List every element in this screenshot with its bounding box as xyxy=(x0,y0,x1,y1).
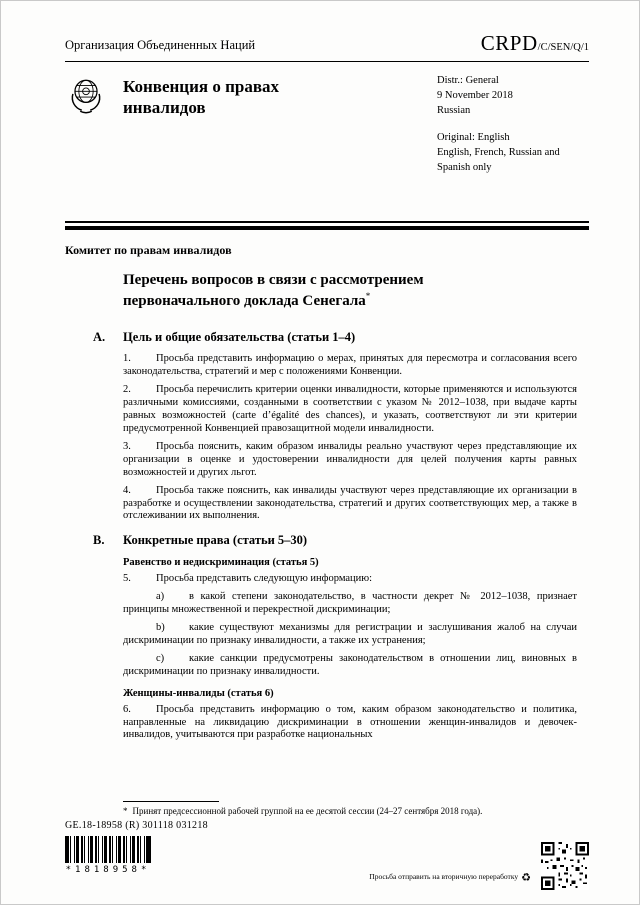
convention-title: Конвенция о правах инвалидов xyxy=(123,77,280,118)
sub-paragraph: a) в какой степени законодательство, в частности декрет № 2012–1038, признает принципы множественной и перекрестной дискриминации; xyxy=(123,591,577,616)
footnote-mark: * xyxy=(123,806,128,817)
date-line: 9 November 2018 xyxy=(437,89,513,101)
recycle-notice xyxy=(369,871,531,884)
document-title xyxy=(123,271,577,311)
section-label: A. xyxy=(93,330,106,345)
article-subheading: Женщины-инвалиды (статья 6) xyxy=(123,687,274,699)
footnote xyxy=(123,806,577,818)
languages-note: English, French, Russian and Spanish only xyxy=(437,146,560,173)
barcode xyxy=(65,836,151,875)
paragraph: 4. Просьба также пояснить, как инвалиды участвуют через представляющие их организации в разработке и осуществлении законодательства, стратегий и других соответствующих мер, а также в отслеживании их выполнения. xyxy=(123,484,577,522)
sub-paragraph-letter: a) xyxy=(156,591,165,603)
title-block xyxy=(65,74,589,175)
paragraph: 2. Просьба перечислить критерии оценки инвалидности, которые применяются и используются различными комиссиями, созданными в соответствии с указом № 2012–1038, при выдаче карты равных возможностей (carte d’égalité des chances), и указать, соответствуют ли эти критерии предусмотренной Конвенцией правозащитной модели инвалидности. xyxy=(123,384,577,434)
sub-paragraph: b) какие существуют механизмы для регистрации и заслушивания жалоб на случаи дискриминации по признаку инвалидности, а также их устранения; xyxy=(123,622,577,646)
divider-rule-thick xyxy=(65,226,589,230)
paragraph-number: 3. xyxy=(123,440,131,452)
organization-name: Организация Объединенных Наций xyxy=(65,38,256,52)
section xyxy=(93,330,577,523)
section-heading xyxy=(93,330,577,345)
committee-name: Комитет по правам инвалидов xyxy=(65,243,232,258)
section-heading xyxy=(93,533,577,548)
original-language-line: Original: English xyxy=(437,131,510,143)
paragraph-number: 2. xyxy=(123,384,131,396)
spacer xyxy=(437,119,589,131)
masthead-row xyxy=(65,31,589,62)
footnote-reference-mark: * xyxy=(365,290,371,301)
divider-rule-thin xyxy=(65,221,589,223)
un-emblem-icon xyxy=(65,74,109,175)
sub-paragraph: c) какие санкции предусмотрены законодательством в отношении лиц, виновных в дискриминации по признаку инвалидности. xyxy=(123,652,577,677)
section-label: B. xyxy=(93,533,105,548)
footnote-separator xyxy=(123,801,219,802)
sub-paragraph-letter: b) xyxy=(156,622,165,634)
document-symbol-suffix: /C/SEN/Q/1 xyxy=(537,42,589,53)
section-heading-text: Цель и общие обязательства (статьи 1–4) xyxy=(123,330,356,345)
recycle-text: Просьба отправить на вторичную переработку xyxy=(369,872,519,881)
barcode-bars-icon xyxy=(65,836,151,863)
paragraph: 3. Просьба пояснить, каким образом инвалиды реально участвуют через представляющие их организации в оценке и удостоверении инвалидности для целей получения карты равных возможностей и других льгот. xyxy=(123,440,577,478)
footnote-text: Принят предсессионной рабочей группой на ее десятой сессии (24–27 сентября 2018 года). xyxy=(132,806,483,817)
article-subheading: Равенство и недискриминация (статья 5) xyxy=(123,557,319,569)
distribution-info xyxy=(437,74,589,175)
sections xyxy=(93,330,577,742)
paragraph-number: 6. xyxy=(123,703,131,715)
paragraph: 6. Просьба представить информацию о том, каким образом законодательство и политика, направленные на ликвидацию дискриминации в отношении женщин-инвалидов и девочек-инвалидов, учитываются при разработке национальных xyxy=(123,703,577,741)
footnote-block xyxy=(123,801,577,818)
language-line: Russian xyxy=(437,104,471,116)
paragraph-number: 4. xyxy=(123,484,131,496)
document-symbol-main: CRPD xyxy=(480,31,538,55)
recycle-icon: ♻ xyxy=(521,872,531,884)
ge-number: GE.18-18958 (R) 301118 031218 xyxy=(65,820,208,831)
qr-code xyxy=(541,842,589,890)
paragraph-number: 5. xyxy=(123,573,131,585)
barcode-text: *1818958* xyxy=(65,865,151,875)
masthead xyxy=(65,31,589,62)
document-title-line2: первоначального доклада Сенегала xyxy=(123,292,366,309)
document-symbol xyxy=(481,31,589,56)
section-heading-text: Конкретные права (статьи 5–30) xyxy=(123,533,308,548)
paragraph-number: 1. xyxy=(123,353,131,365)
section xyxy=(93,533,577,742)
page-footer xyxy=(65,820,589,892)
paragraph: 5. Просьба представить следующую информацию: xyxy=(123,573,373,585)
distr-line: Distr.: General xyxy=(437,75,499,86)
paragraph: 1. Просьба представить информацию о мерах, принятых для пересмотра и согласования всего законодательства, стратегий и мер с положениями Конвенции. xyxy=(123,353,577,378)
content-column xyxy=(93,271,577,742)
sub-paragraph-letter: c) xyxy=(156,652,165,664)
document-body xyxy=(65,243,577,742)
document-title-line1: Перечень вопросов в связи с рассмотрением xyxy=(123,272,424,289)
